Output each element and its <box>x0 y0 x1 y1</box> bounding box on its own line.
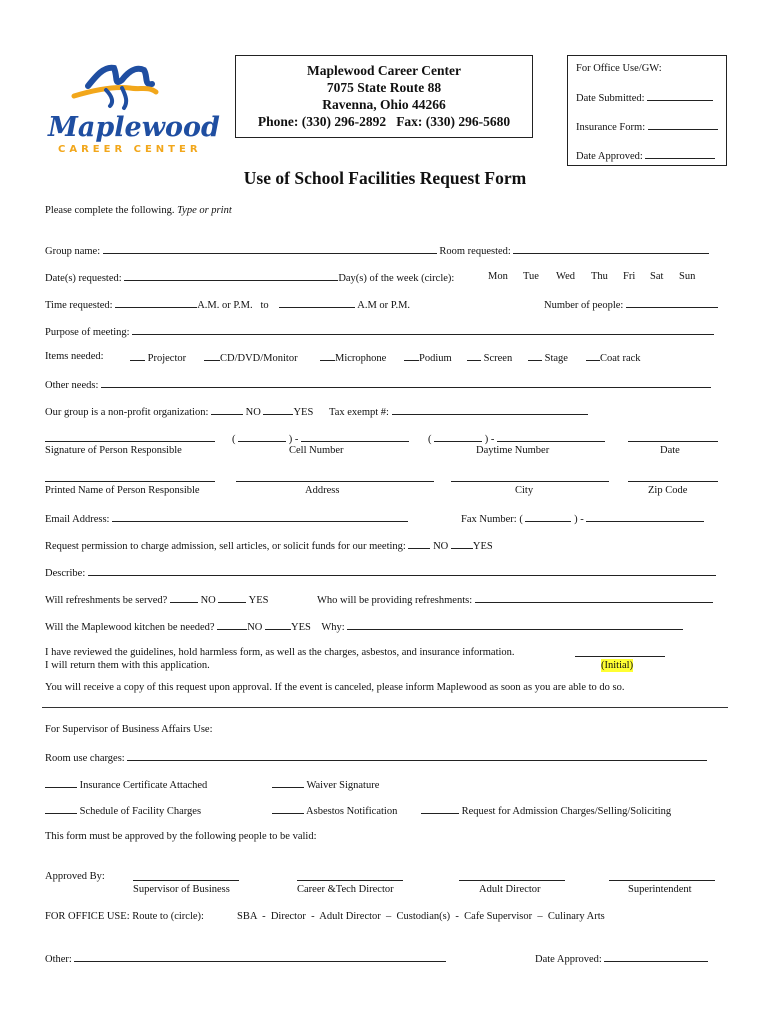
item-screen[interactable]: Screen <box>467 350 512 365</box>
purpose-label: Purpose of meeting: <box>45 327 130 338</box>
signature-label: Signature of Person Responsible <box>45 445 182 456</box>
tax-exempt-label: Tax exempt #: <box>329 407 389 418</box>
reviewed-line-1: I have reviewed the guidelines, hold harmless form, as well as the charges, asbestos, and insurance information. <box>45 647 515 658</box>
date-label: Date <box>660 445 680 456</box>
kitchen-label: Will the Maplewood kitchen be needed? <box>45 622 215 633</box>
nonprofit-label: Our group is a non-profit organization: <box>45 407 209 418</box>
cell-number-label: Cell Number <box>289 445 344 456</box>
room-requested-field[interactable] <box>513 243 709 254</box>
day-sun[interactable]: Sun <box>679 271 696 282</box>
approver-business-label: Supervisor of Business <box>133 884 230 895</box>
route-options[interactable]: SBA - Director - Adult Director – Custodian(s) - Cafe Supervisor – Culinary Arts <box>237 911 605 922</box>
approver-adult-label: Adult Director <box>479 884 541 895</box>
fax-number-field[interactable] <box>586 511 704 522</box>
tax-exempt-field[interactable] <box>392 404 588 415</box>
signature-field[interactable] <box>45 431 215 442</box>
time-requested-label: Time requested: <box>45 300 113 311</box>
permission-no-field[interactable] <box>408 538 430 549</box>
approver-adult-field[interactable] <box>459 870 565 881</box>
waiver-item[interactable]: Waiver Signature <box>272 777 379 792</box>
describe-label: Describe: <box>45 568 86 579</box>
admission-item[interactable]: Request for Admission Charges/Selling/Soliciting <box>421 803 671 818</box>
who-refreshments-field[interactable] <box>475 592 713 603</box>
date-submitted-field[interactable] <box>647 90 713 101</box>
day-sat[interactable]: Sat <box>650 271 664 282</box>
logo-subtitle: CAREER CENTER <box>58 144 202 155</box>
email-label: Email Address: <box>45 514 110 525</box>
nonprofit-yes-field[interactable] <box>263 404 293 415</box>
asbestos-item[interactable]: Asbestos Notification <box>272 803 397 818</box>
final-date-approved-field[interactable] <box>604 951 708 962</box>
date-submitted-label: Date Submitted: <box>576 93 645 104</box>
printed-name-label: Printed Name of Person Responsible <box>45 485 200 496</box>
day-tue[interactable]: Tue <box>523 271 539 282</box>
nonprofit-yes: YES <box>293 407 314 418</box>
cell-number-field[interactable] <box>301 431 409 442</box>
signature-date-field[interactable] <box>628 431 718 442</box>
insurance-form-label: Insurance Form: <box>576 122 646 133</box>
kitchen-no: NO <box>247 622 263 633</box>
logo-word: Maplewood <box>48 112 220 143</box>
permission-yes: YES <box>472 541 493 552</box>
am-pm-start: A.M. or P.M. <box>197 300 253 311</box>
refreshments-yes: YES <box>248 595 269 606</box>
office-date-approved-field[interactable] <box>645 148 715 159</box>
purpose-field[interactable] <box>132 324 714 335</box>
copy-note: You will receive a copy of this request upon approval. If the event is canceled, please inform Maplewood as soon as you are able to do so. <box>45 682 625 693</box>
permission-no: NO <box>433 541 449 552</box>
permission-yes-field[interactable] <box>451 538 473 549</box>
cell-area-code-field[interactable] <box>238 431 286 442</box>
supervisor-heading: For Supervisor of Business Affairs Use: <box>45 724 213 735</box>
why-label: Why: <box>321 622 345 633</box>
items-needed-label: Items needed: <box>45 351 104 362</box>
approver-career-tech-field[interactable] <box>297 870 403 881</box>
item-microphone[interactable]: Microphone <box>320 350 386 365</box>
other-needs-field[interactable] <box>101 377 711 388</box>
room-requested-label: Room requested: <box>439 246 511 257</box>
item-coat-rack[interactable]: Coat rack <box>586 350 641 365</box>
center-name: Maplewood Career Center <box>307 63 461 78</box>
form-title: Use of School Facilities Request Form <box>243 168 527 188</box>
email-field[interactable] <box>112 511 408 522</box>
item-cd-dvd-monitor[interactable]: CD/DVD/Monitor <box>204 350 298 365</box>
number-people-label: Number of people: <box>544 300 624 311</box>
center-phone: Phone: (330) 296-2892 Fax: (330) 296-5680 <box>257 114 511 129</box>
refreshments-label: Will refreshments be served? <box>45 595 168 606</box>
room-charges-field[interactable] <box>127 750 707 761</box>
maplewood-logo <box>44 56 220 160</box>
approver-superintendent-field[interactable] <box>609 870 715 881</box>
fax-label: Fax Number: <box>461 514 517 525</box>
office-use-box <box>567 55 727 166</box>
approver-career-tech-label: Career &Tech Director <box>297 884 394 895</box>
daytime-area-code-field[interactable] <box>434 431 482 442</box>
reviewed-line-2: I will return them with this application. <box>45 660 210 671</box>
to-label: to <box>260 300 269 311</box>
item-projector[interactable]: Projector <box>130 350 186 365</box>
city-label: City <box>515 485 534 496</box>
am-pm-end: A.M or P.M. <box>357 300 411 311</box>
daytime-paren-open: ( <box>428 434 432 445</box>
day-thu[interactable]: Thu <box>591 271 608 282</box>
refreshments-yes-field[interactable] <box>218 592 246 603</box>
time-end-field[interactable] <box>279 297 355 308</box>
item-stage[interactable]: Stage <box>528 350 568 365</box>
who-refreshments-label: Who will be providing refreshments: <box>317 595 473 606</box>
group-name-field[interactable] <box>103 243 437 254</box>
section-divider <box>42 707 728 708</box>
other-label: Other: <box>45 954 72 965</box>
cell-paren-open: ( <box>232 434 236 445</box>
approver-superintendent-label: Superintendent <box>628 884 692 895</box>
city-field[interactable] <box>451 471 609 482</box>
final-date-approved-label: Date Approved: <box>535 954 602 965</box>
address-label: Address <box>305 485 340 496</box>
day-fri[interactable]: Fri <box>623 271 636 282</box>
time-start-field[interactable] <box>115 297 197 308</box>
initial-field[interactable] <box>575 646 665 657</box>
refreshments-no-field[interactable] <box>170 592 198 603</box>
daytime-number-label: Daytime Number <box>476 445 550 456</box>
cell-paren-close: ) - <box>288 434 299 445</box>
office-use-title: For Office Use/GW: <box>576 63 662 74</box>
group-name-label: Group name: <box>45 246 101 257</box>
center-city: Ravenna, Ohio 44266 <box>322 97 446 112</box>
kitchen-yes: YES <box>290 622 311 633</box>
approval-note: This form must be approved by the following people to be valid: <box>45 831 317 842</box>
office-use-route-label: FOR OFFICE USE: Route to (circle): <box>45 911 204 922</box>
kitchen-no-field[interactable] <box>217 619 247 630</box>
approved-by-label: Approved By: <box>45 871 105 882</box>
zip-code-field[interactable] <box>628 471 718 482</box>
intro-text: Please complete the following. Type or print <box>45 205 232 216</box>
describe-field[interactable] <box>88 565 716 576</box>
dates-requested-label: Date(s) requested: <box>45 273 122 284</box>
schedule-item[interactable]: Schedule of Facility Charges <box>45 803 201 818</box>
kitchen-yes-field[interactable] <box>265 619 291 630</box>
center-street: 7075 State Route 88 <box>326 80 442 95</box>
insurance-cert-item[interactable]: Insurance Certificate Attached <box>45 777 207 792</box>
fax-area-code-field[interactable] <box>525 511 571 522</box>
permission-label: Request permission to charge admission, sell articles, or solicit funds for our meeting: <box>45 541 406 552</box>
days-of-week-label: Day(s) of the week (circle): <box>338 273 455 284</box>
room-charges-label: Room use charges: <box>45 753 125 764</box>
zip-code-label: Zip Code <box>648 485 688 496</box>
other-field[interactable] <box>74 951 446 962</box>
initial-label: (Initial) <box>601 660 634 671</box>
number-people-field[interactable] <box>626 297 718 308</box>
date-approved-label: Date Approved: <box>576 151 643 162</box>
insurance-form-field[interactable] <box>648 119 718 130</box>
day-mon[interactable]: Mon <box>488 271 508 282</box>
why-field[interactable] <box>347 619 683 630</box>
day-wed[interactable]: Wed <box>556 271 575 282</box>
nonprofit-no: NO <box>245 407 261 418</box>
approver-business-field[interactable] <box>133 870 239 881</box>
address-box <box>235 55 533 138</box>
address-field[interactable] <box>236 471 434 482</box>
refreshments-no: NO <box>200 595 216 606</box>
other-needs-label: Other needs: <box>45 380 99 391</box>
item-podium[interactable]: Podium <box>404 350 452 365</box>
printed-name-field[interactable] <box>45 471 215 482</box>
nonprofit-no-field[interactable] <box>211 404 243 415</box>
daytime-number-field[interactable] <box>497 431 605 442</box>
dates-requested-field[interactable] <box>124 270 338 281</box>
daytime-paren-close: ) - <box>484 434 495 445</box>
